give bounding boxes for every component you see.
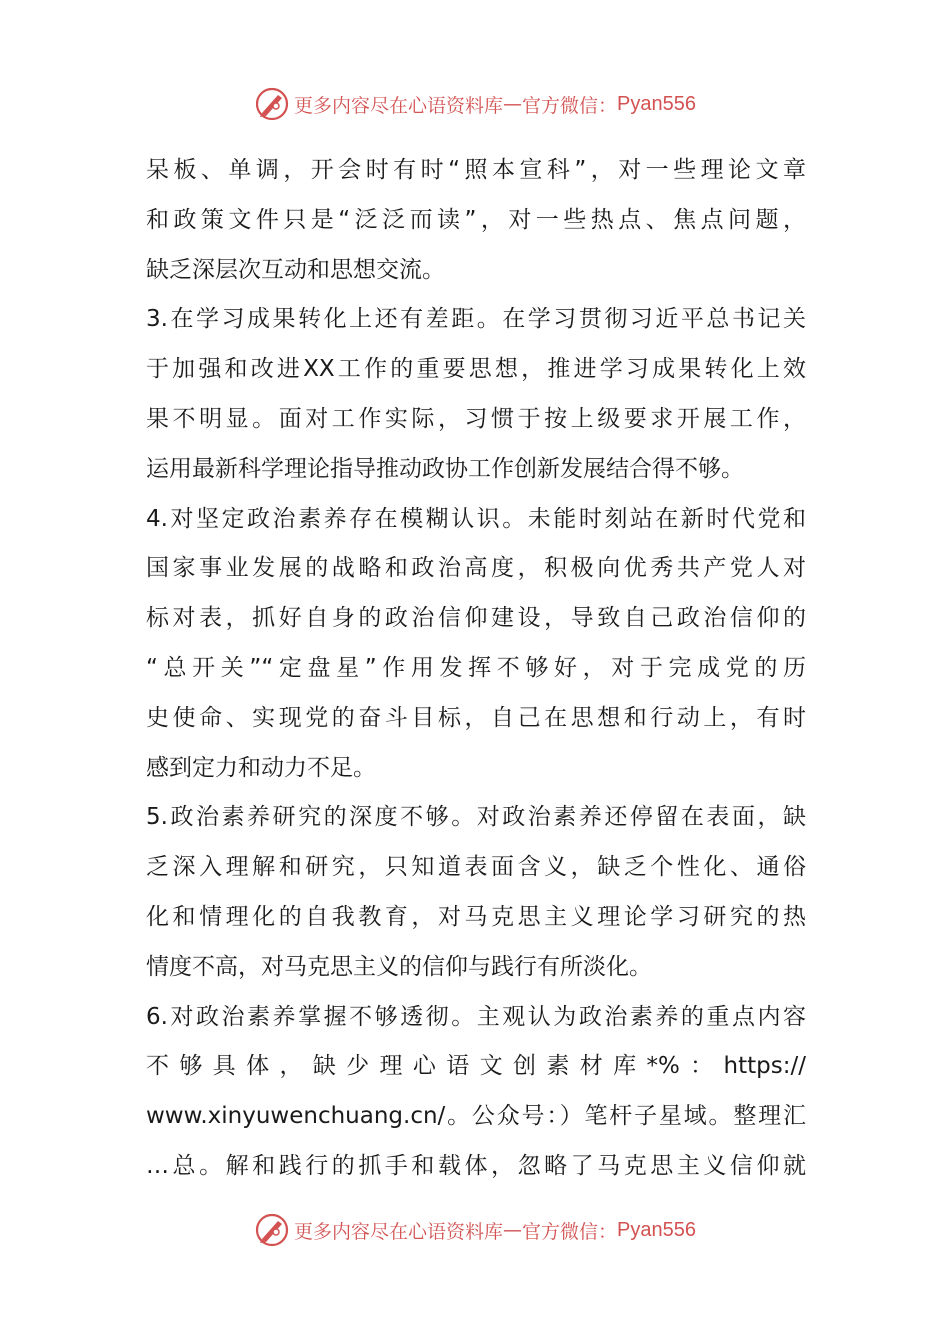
text-line: “总开关”“定盘星”作用发挥不够好，对于完成党的历 <box>146 654 806 681</box>
document-body <box>146 146 806 1192</box>
pen-logo-icon <box>254 86 290 122</box>
text-line: 呆板、单调，开会时有时“照本宣科”，对一些理论文章 <box>146 157 806 183</box>
text-line: …总。解和践行的抓手和载体，忽略了马克思主义信仰就 <box>146 1152 806 1179</box>
pen-logo-icon <box>254 1212 290 1248</box>
text-line: 乏深入理解和研究，只知道表面含义，缺乏个性化、通俗 <box>146 854 806 881</box>
text-line: 不够具体，缺少理心语文创素材库*%：https:// <box>146 1053 806 1080</box>
banner-wechat-label: 官方微信： <box>522 1220 618 1243</box>
text-line: www.xinyuwenchuang.cn/。公众号：）笔杆子星域。整理汇 <box>146 1103 806 1130</box>
banner-wechat-id: Pyan556 <box>617 1218 696 1241</box>
text-line: 感到定力和动力不足。 <box>146 754 376 781</box>
text-line: 6.对政治素养掌握不够透彻。主观认为政治素养的重点内容 <box>146 1003 806 1030</box>
banner-separator: — <box>503 93 523 115</box>
banner-wechat-label: 官方微信： <box>522 94 618 117</box>
text-line: 情度不高，对马克思主义的信仰与践行有所淡化。 <box>146 953 652 980</box>
text-line: 史使命、实现党的奋斗目标，自己在思想和行动上，有时 <box>146 704 806 731</box>
text-line: 缺乏深层次互动和思想交流。 <box>146 256 445 283</box>
text-line: 和政策文件只是“泛泛而读”，对一些热点、焦点问题， <box>146 206 806 233</box>
text-line: 3.在学习成果转化上还有差距。在学习贯彻习近平总书记关 <box>146 306 806 333</box>
header-banner <box>0 84 950 124</box>
text-line: 标对表，抓好自身的政治信仰建设，导致自己政治信仰的 <box>146 605 806 632</box>
banner-text: 更多内容尽在心语资料库 <box>294 1220 504 1243</box>
banner-wechat-id: Pyan556 <box>617 92 696 115</box>
banner-text: 更多内容尽在心语资料库 <box>294 94 504 117</box>
text-line: 运用最新科学理论指导推动政协工作创新发展结合得不够。 <box>146 455 744 482</box>
text-line: 国家事业发展的战略和政治高度，积极向优秀共产党人对 <box>146 555 806 582</box>
text-line: 5.政治素养研究的深度不够。对政治素养还停留在表面，缺 <box>146 804 806 831</box>
text-line: 果不明显。面对工作实际，习惯于按上级要求开展工作， <box>146 405 806 432</box>
footer-banner <box>0 1210 950 1250</box>
banner-separator: — <box>503 1219 523 1241</box>
text-line: 于加强和改进XX工作的重要思想，推进学习成果转化上效 <box>146 356 806 383</box>
text-line: 化和情理化的自我教育，对马克思主义理论学习研究的热 <box>146 903 806 930</box>
text-line: 4.对坚定政治素养存在模糊认识。未能时刻站在新时代党和 <box>146 505 806 532</box>
